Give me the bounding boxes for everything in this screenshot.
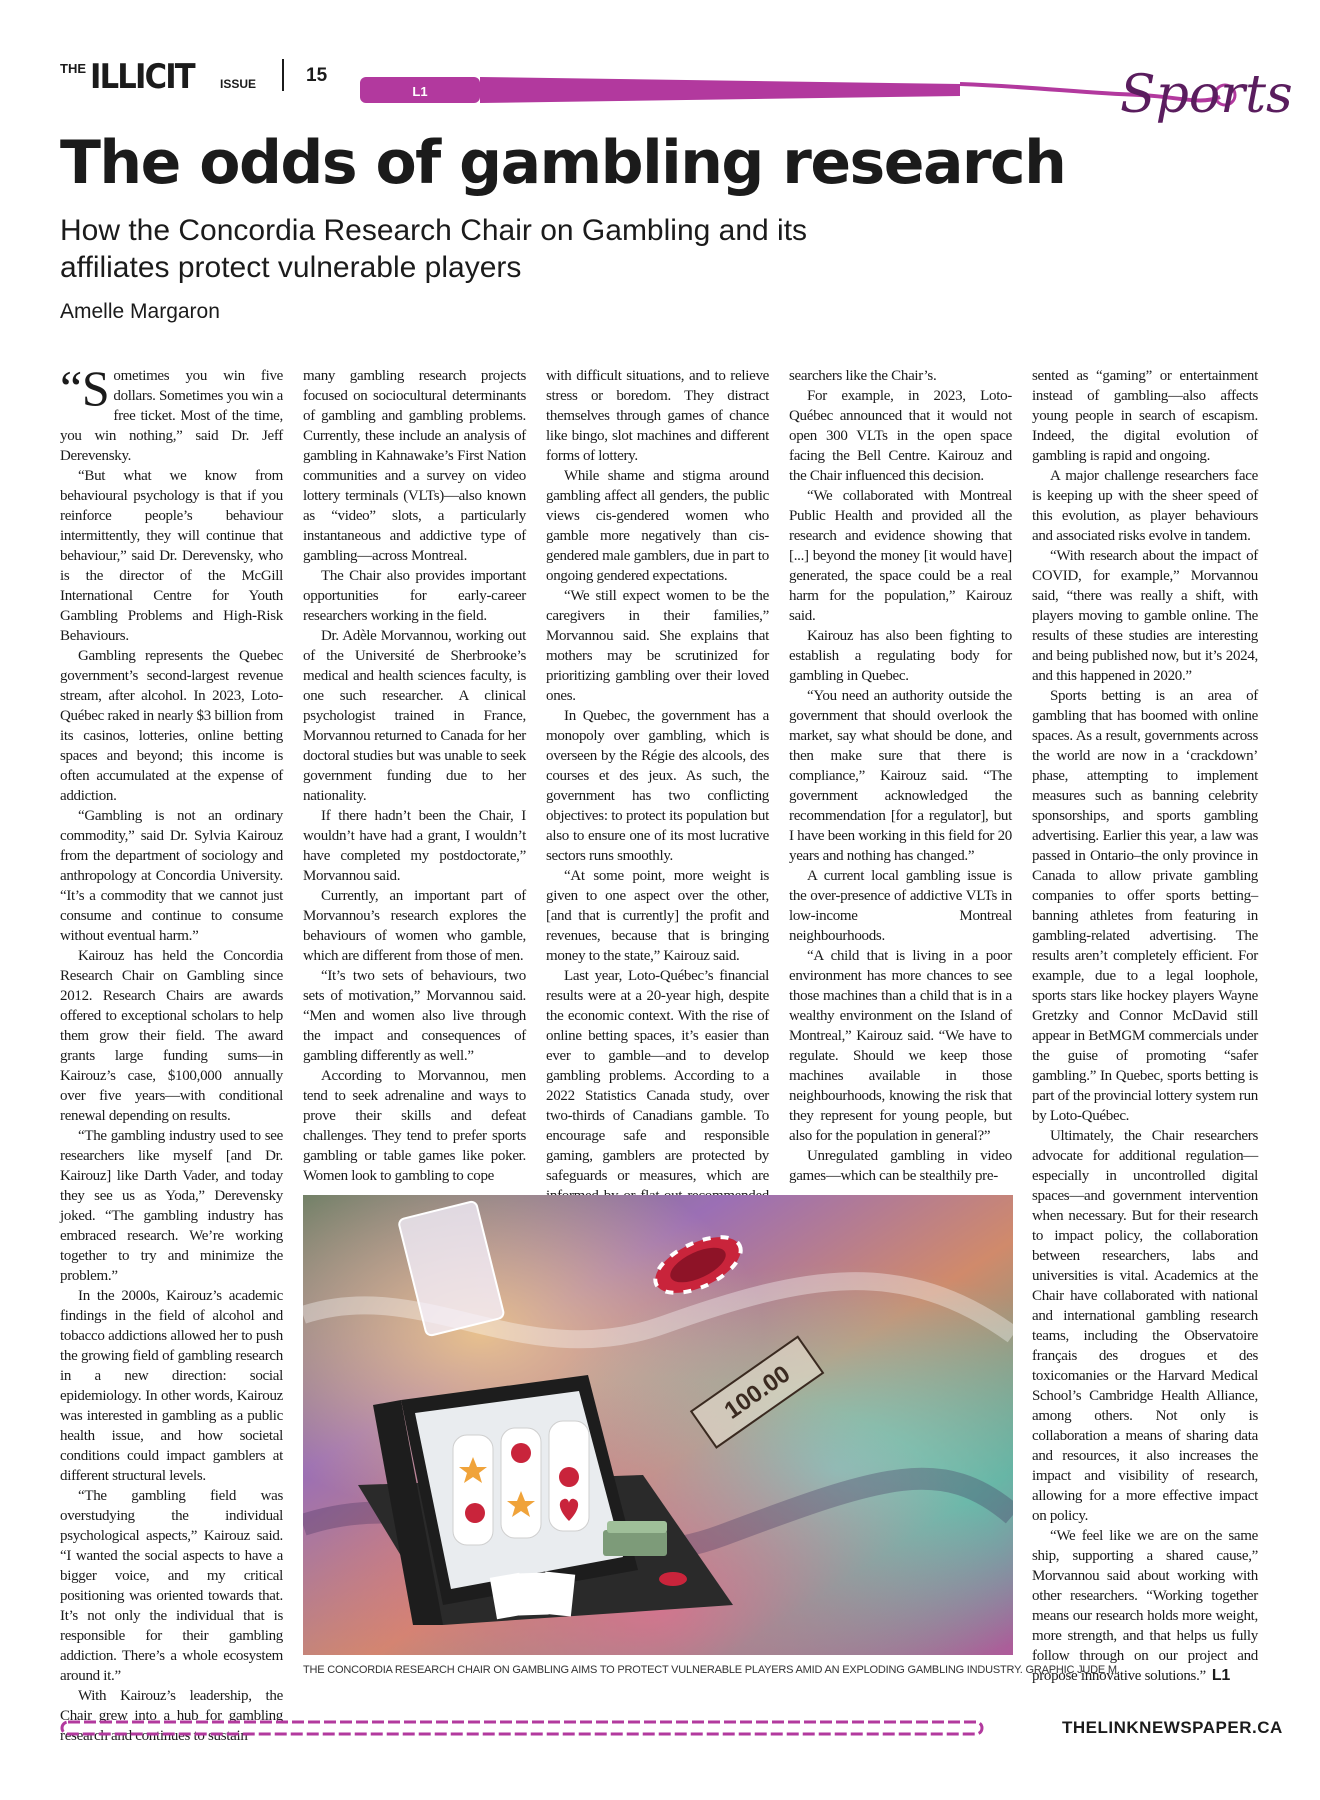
masthead-divider xyxy=(282,59,284,91)
paragraph-text: ometimes you win five dollars. Sometimes you win a free ticket. Most of the time, you win nothing,” said Dr. Jeff Derevensky. xyxy=(60,368,283,464)
masthead xyxy=(60,55,1293,135)
paragraph: Ultimately, the Chair researchers advocate for additional regulation—especially in uncontrolled digital spaces—and government intervention when necessary. But for their research to impact policy, the collaboration between researchers, labs and universities is vital. Academics at the Chair have collaborated with national and international gambling research teams, including the Observatoire français des drogues et des toxicomanies or the Harvard Medical School’s Cambridge Health Alliance, among others. Not only is collaboration a means of sharing data and resources, it also increases the impact and visibility of research, allowing for a more effective impact on policy. xyxy=(1032,1128,1258,1524)
end-mark: L1 xyxy=(1211,1667,1230,1684)
paragraph: Kairouz has held the Concordia Research Chair on Gambling since 2012. Research Chairs are awards offered to exceptional scholars to help them grow their field. The award grants large funding sums—in Kairouz’s case, $100,000 annually over five years—with conditional renewal depending on results. xyxy=(60,948,283,1124)
paragraph: Gambling represents the Quebec government’s second-largest revenue stream, after alcohol. In 2023, Loto-Québec raked in nearly $3 billion from its casinos, lotteries, online betting spaces and beyond; this income is often accumulated at the expense of addiction. xyxy=(60,648,283,804)
paragraph: “With research about the impact of COVID, for example,” Morvannou said, “there was really a shift, with players moving to gamble online. The results of these studies are interesting and being published now, but it’s 2024, and this happened in 2020.” xyxy=(1032,548,1258,684)
paragraph-text: “We feel like we are on the same ship, supporting a shared cause,” Morvannou said about working with other researchers. “Working together means our research holds more weight, more strength, and that helps us fully follow through on our project and propose innovative solutions.” xyxy=(1032,1528,1258,1684)
article-column-3 xyxy=(546,366,769,1226)
paragraph: searchers like the Chair’s. xyxy=(789,368,937,384)
paragraph: with difficult situations, and to relieve stress or boredom. They distract themselves through games of chance like bingo, slot machines and different forms of lottery. xyxy=(546,368,769,464)
cash-stack xyxy=(603,1521,667,1556)
card xyxy=(541,1572,575,1617)
masthead-wordmark: ILLICIT xyxy=(90,57,194,97)
byline: Amelle Margaron xyxy=(60,300,220,323)
ban-symbol xyxy=(559,1467,579,1487)
paragraph: While shame and stigma around gambling affect all genders, the public views cis-gendered women who gamble more negatively than cis-gendered male gamblers, due in part to ongoing gendered expectations. xyxy=(546,468,769,584)
slot-reels xyxy=(453,1421,589,1545)
paragraph: Unregulated gambling in video games—which can be stealthily pre- xyxy=(789,1148,1012,1184)
article-column-4 xyxy=(789,366,1012,1186)
masthead-the: THE xyxy=(60,61,86,76)
site-url: THELINKNEWSPAPER.CA xyxy=(1062,1718,1283,1737)
paragraph: sented as “gaming” or entertainment instead of gambling—also affects young people in search of escapism. Indeed, the digital evolution of gambling is rapid and ongoing. xyxy=(1032,368,1258,464)
paragraph: “But what we know from behavioural psychology is that if you reinforce people’s behaviour intermittently, they will continue that behaviour,” said Dr. Derevensky, who is the director of the McGill International Centre for Youth Gambling Problems and High-Risk Behaviours. xyxy=(60,468,283,644)
paragraph: In the 2000s, Kairouz’s academic findings in the field of alcohol and tobacco addictions allowed her to push the growing field of gambling research in a new direction: social epidemiology. In other words, Kairouz was interested in gambling as a public health issue, and how societal conditions could impact gamblers at different structural levels. xyxy=(60,1288,283,1484)
article-column-1 xyxy=(60,360,283,1746)
paragraph: “We collaborated with Montreal Public Health and provided all the research and evidence showing that [...] beyond the money [it would have] generated, the space could be a real harm for the population,” Kairouz said. xyxy=(789,488,1012,624)
paragraph: The Chair also provides important opportunities for early-career researchers working in the field. xyxy=(303,568,526,624)
paragraph: “We still expect women to be the caregivers in their families,” Morvannou said. She explains that mothers may be scrutinized for prioritizing gambling over their loved ones. xyxy=(546,588,769,704)
poker-chip-small xyxy=(659,1572,687,1586)
slot-reel xyxy=(453,1435,493,1545)
masthead-issue: ISSUE xyxy=(220,77,257,91)
paragraph: Last year, Loto-Québec’s financial results were at a 20-year high, despite the economic context. With the rise of online betting spaces, it’s easier than ever to gamble—and to develop gambling problems. According to a 2022 Statistics Canada study, over two-thirds of Canadians gamble. To encourage safe and responsible gaming, gamblers are protected by safeguards or measures, which are xyxy=(546,968,769,1184)
paragraph: In Quebec, the government has a monopoly over gambling, which is overseen by the Régie des alcools, des courses et des jeux. As such, the government has two conflicting objectives: to protect its population but also to ensure one of its most lucrative sectors runs smoothly. xyxy=(546,708,769,864)
paragraph xyxy=(1032,1526,1258,1686)
paragraph: “At some point, more weight is given to one aspect over the other, [and that is currently] the profit and revenues, because that is bringing money to the state,” Kairouz said. xyxy=(546,868,769,964)
cue-shaft xyxy=(480,77,960,103)
paragraph: With Kairouz’s leadership, the Chair grew into a hub for gambling research and continues to sustain xyxy=(60,1688,283,1744)
article-illustration xyxy=(303,1195,1013,1655)
footer-chain-border xyxy=(60,1718,1048,1738)
subtitle: How the Concordia Research Chair on Gambling and its affiliates protect vulnerable players xyxy=(60,214,808,284)
paragraph: A current local gambling issue is the over-presence of addictive VLTs in low-income Montreal neighbourhoods. xyxy=(789,868,1012,944)
paragraph: According to Morvannou, men tend to seek adrenaline and ways to prove their skills and defeat challenges. They tend to prefer sports gambling or table games like poker. Women look to gambling to cope xyxy=(303,1068,526,1184)
paragraph: Sports betting is an area of gambling that has boomed with online spaces. As a result, governments across the world are now in a ‘crackdown’ phase, attempting to implement measures such as banning celebrity sponsorships, and sports gambling advertising. Earlier this year, a law was passed in Ontario–the only province in Canada to allow private gambling companies to offer sports betting–banning athletes from featuring in gambling-related advertising. The results aren’t completely efficient. For example, due to a legal loophole, sports stars like hockey players Wayne Gretzky and Connor McDavid still appear in BetMGM commercials under the guise of promoting “safer gambling.” In Quebec, sports betting is part of the provincial lottery system run by Loto-Québec. xyxy=(1032,688,1258,1124)
paragraph: If there hadn’t been the Chair, I wouldn’t have had a grant, I wouldn’t have completed my postdoctorate,” Morvannou said. xyxy=(303,808,526,884)
page-number: 15 xyxy=(306,65,328,86)
paragraph: “A child that is living in a poor environment has more chances to see those machines than a child that is in a wealthy environment on the Island of Montreal,” Kairouz said. “We have to regulate. Should we keep those machines available in those neighbourhoods, knowing the risk that they represent for young people, but also for the population in general?” xyxy=(789,948,1012,1144)
paragraph: “Gambling is not an ordinary commodity,” said Dr. Sylvia Kairouz from the department of sociology and anthropology at Concordia University. “It’s a commodity that we cannot just consume and continue to consume without eventual harm.” xyxy=(60,808,283,944)
ban-symbol xyxy=(465,1503,485,1523)
paragraph: A major challenge researchers face is keeping up with the sheer speed of this evolution, as player behaviours and associated risks evolve in tandem. xyxy=(1032,468,1258,544)
cue-logo: L1 xyxy=(412,84,428,99)
paragraph: “The gambling industry used to see researchers like myself [and Dr. Kairouz] like Darth Vader, and today they see us as Yoda,” Derevensky joked. “The gambling industry has embraced research. We’re working together to try and minimize the problem.” xyxy=(60,1128,283,1284)
paragraph: “The gambling field was overstudying the individual psychological aspects,” Kairouz said. “I wanted the social aspects to have a bigger voice, and my critical positioning was oriented towards that. It’s not only the individual that is responsible for their gambling addiction. There’s a whole ecosystem around it.” xyxy=(60,1488,283,1684)
article-column-5 xyxy=(1032,366,1258,1686)
paragraph: “You need an authority outside the government that should overlook the market, say what should be done, and then make sure that there is compliance,” Kairouz said. “The government acknowledged the recommendation [for a regulator], but I have been working in this field for 20 years and nothing has changed.” xyxy=(789,688,1012,864)
paragraph: Currently, an important part of Morvannou’s research explores the behaviours of women who gamble, which are different from those of men. xyxy=(303,888,526,964)
paragraph xyxy=(60,360,283,466)
headline: The odds of gambling research xyxy=(60,128,1066,198)
paragraph: Kairouz has also been fighting to establish a regulating body for gambling in Quebec. xyxy=(789,628,1012,684)
drop-cap: “S xyxy=(60,360,110,416)
playing-cards-fan xyxy=(490,1572,575,1620)
section-label: Sports xyxy=(1120,65,1293,125)
paragraph: For example, in 2023, Loto-Québec announced that it would not open 300 VLTs in the open space facing the Bell Centre. Kairouz and the Chair influenced this decision. xyxy=(789,388,1012,484)
paragraph: Dr. Adèle Morvannou, working out of the Université de Sherbrooke’s medical and health sciences faculty, is one such researcher. A clinical psychologist trained in France, Morvannou returned to Canada for her doctoral studies but was unable to seek government funding due to her nationality. xyxy=(303,628,526,804)
money-banner-text: 100.00 xyxy=(719,1360,796,1425)
illustration-caption: THE CONCORDIA RESEARCH CHAIR ON GAMBLING AIMS TO PROTECT VULNERABLE PLAYERS AMID AN EXPLODING GAMBLING INDUSTRY. GRAPHIC JUDE M. xyxy=(303,1664,1120,1676)
article-column-2 xyxy=(303,366,526,1186)
chain-links xyxy=(62,1722,982,1734)
paragraph: “It’s two sets of behaviours, two sets of motivation,” Morvannou said. “Men and women also live through the impact and consequences of gambling differently as well.” xyxy=(303,968,526,1064)
paragraph: many gambling research projects focused on sociocultural determinants of gambling and gambling problems. Currently, these include an analysis of gambling in Kahnawake’s First Nation communities and a survey on video lottery terminals (VLTs)—also known as “video” slots, a particularly instantaneous and addictive type of gambling—across Montreal. xyxy=(303,368,526,564)
ban-symbol xyxy=(511,1443,531,1463)
